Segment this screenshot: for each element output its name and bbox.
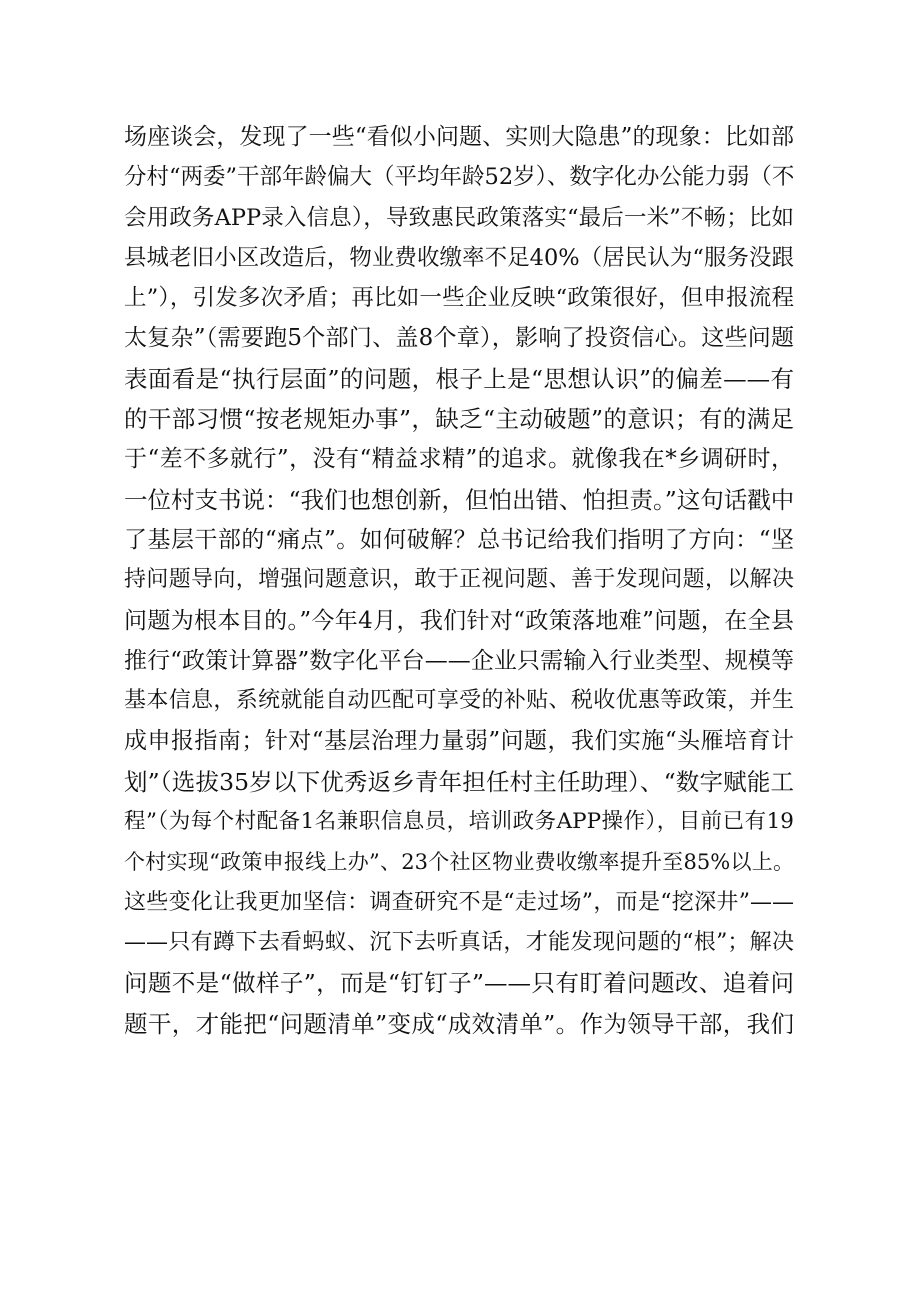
body-paragraph xyxy=(124,117,804,1044)
text-line: 于“差不多就行”，没有“精益求精”的追求。就像我在*乡调研时， xyxy=(124,446,794,473)
text-line: 了基层干部的“痛点”。如何破解？总书记给我们指明了方向：“坚 xyxy=(124,526,794,553)
text-line: 持问题导向，增强问题意识，敢于正视问题、善于发现问题，以解决 xyxy=(124,567,794,593)
text-line: 划”（选拔35岁以下优秀返乡青年担任村主任助理）、“数字赋能工 xyxy=(124,767,794,796)
text-line: 分村“两委”干部年龄偏大（平均年龄52岁）、数字化办公能力弱（不 xyxy=(124,164,794,191)
text-line: 成申报指南；针对“基层治理力量弱”问题，我们实施“头雁培育计 xyxy=(124,728,794,755)
text-line: 题干，才能把“问题清单”变成“成效清单”。作为领导干部，我们 xyxy=(124,1009,794,1038)
text-line: 上”），引发多次矛盾；再比如一些企业反映“政策很好，但申报流程 xyxy=(124,285,794,312)
text-line: 个村实现“政策申报线上办”、23个社区物业费收缴率提升至85%以上。 xyxy=(124,850,794,875)
text-line: 这些变化让我更加坚信：调查研究不是“走过场”，而是“挖深井”—— xyxy=(124,889,794,915)
text-line: 县城老旧小区改造后，物业费收缴率不足40%（居民认为“服务没跟 xyxy=(124,244,794,271)
text-line: 的干部习惯“按老规矩办事”，缺乏“主动破题”的意识；有的满足 xyxy=(124,405,794,434)
text-line: 一位村支书说：“我们也想创新，但怕出错、怕担责。”这句话戳中 xyxy=(124,485,794,514)
text-line: 基本信息，系统就能自动匹配可享受的补贴、税收优惠等政策，并生 xyxy=(124,688,794,714)
text-line: 场座谈会，发现了一些“看似小问题、实则大隐患”的现象：比如部 xyxy=(124,124,794,150)
text-line: 问题为根本目的。”今年4月，我们针对“政策落地难”问题，在全县 xyxy=(124,607,794,634)
text-line: ——只有蹲下去看蚂蚁、沉下去听真话，才能发现问题的“根”；解决 xyxy=(124,929,794,955)
text-line: 程”（为每个村配备1名兼职信息员，培训政务APP操作），目前已有19 xyxy=(124,809,794,835)
text-line: 会用政务APP录入信息），导致惠民政策落实“最后一米”不畅；比如 xyxy=(124,204,794,231)
text-line: 太复杂”（需要跑5个部门、盖8个章），影响了投资信心。这些问题 xyxy=(124,325,794,352)
text-line: 问题不是“做样子”，而是“钉钉子”——只有盯着问题改、追着问 xyxy=(124,969,794,998)
text-line: 表面看是“执行层面”的问题，根子上是“思想认识”的偏差——有 xyxy=(124,364,794,393)
text-line: 推行“政策计算器”数字化平台——企业只需输入行业类型、规模等 xyxy=(124,647,794,674)
